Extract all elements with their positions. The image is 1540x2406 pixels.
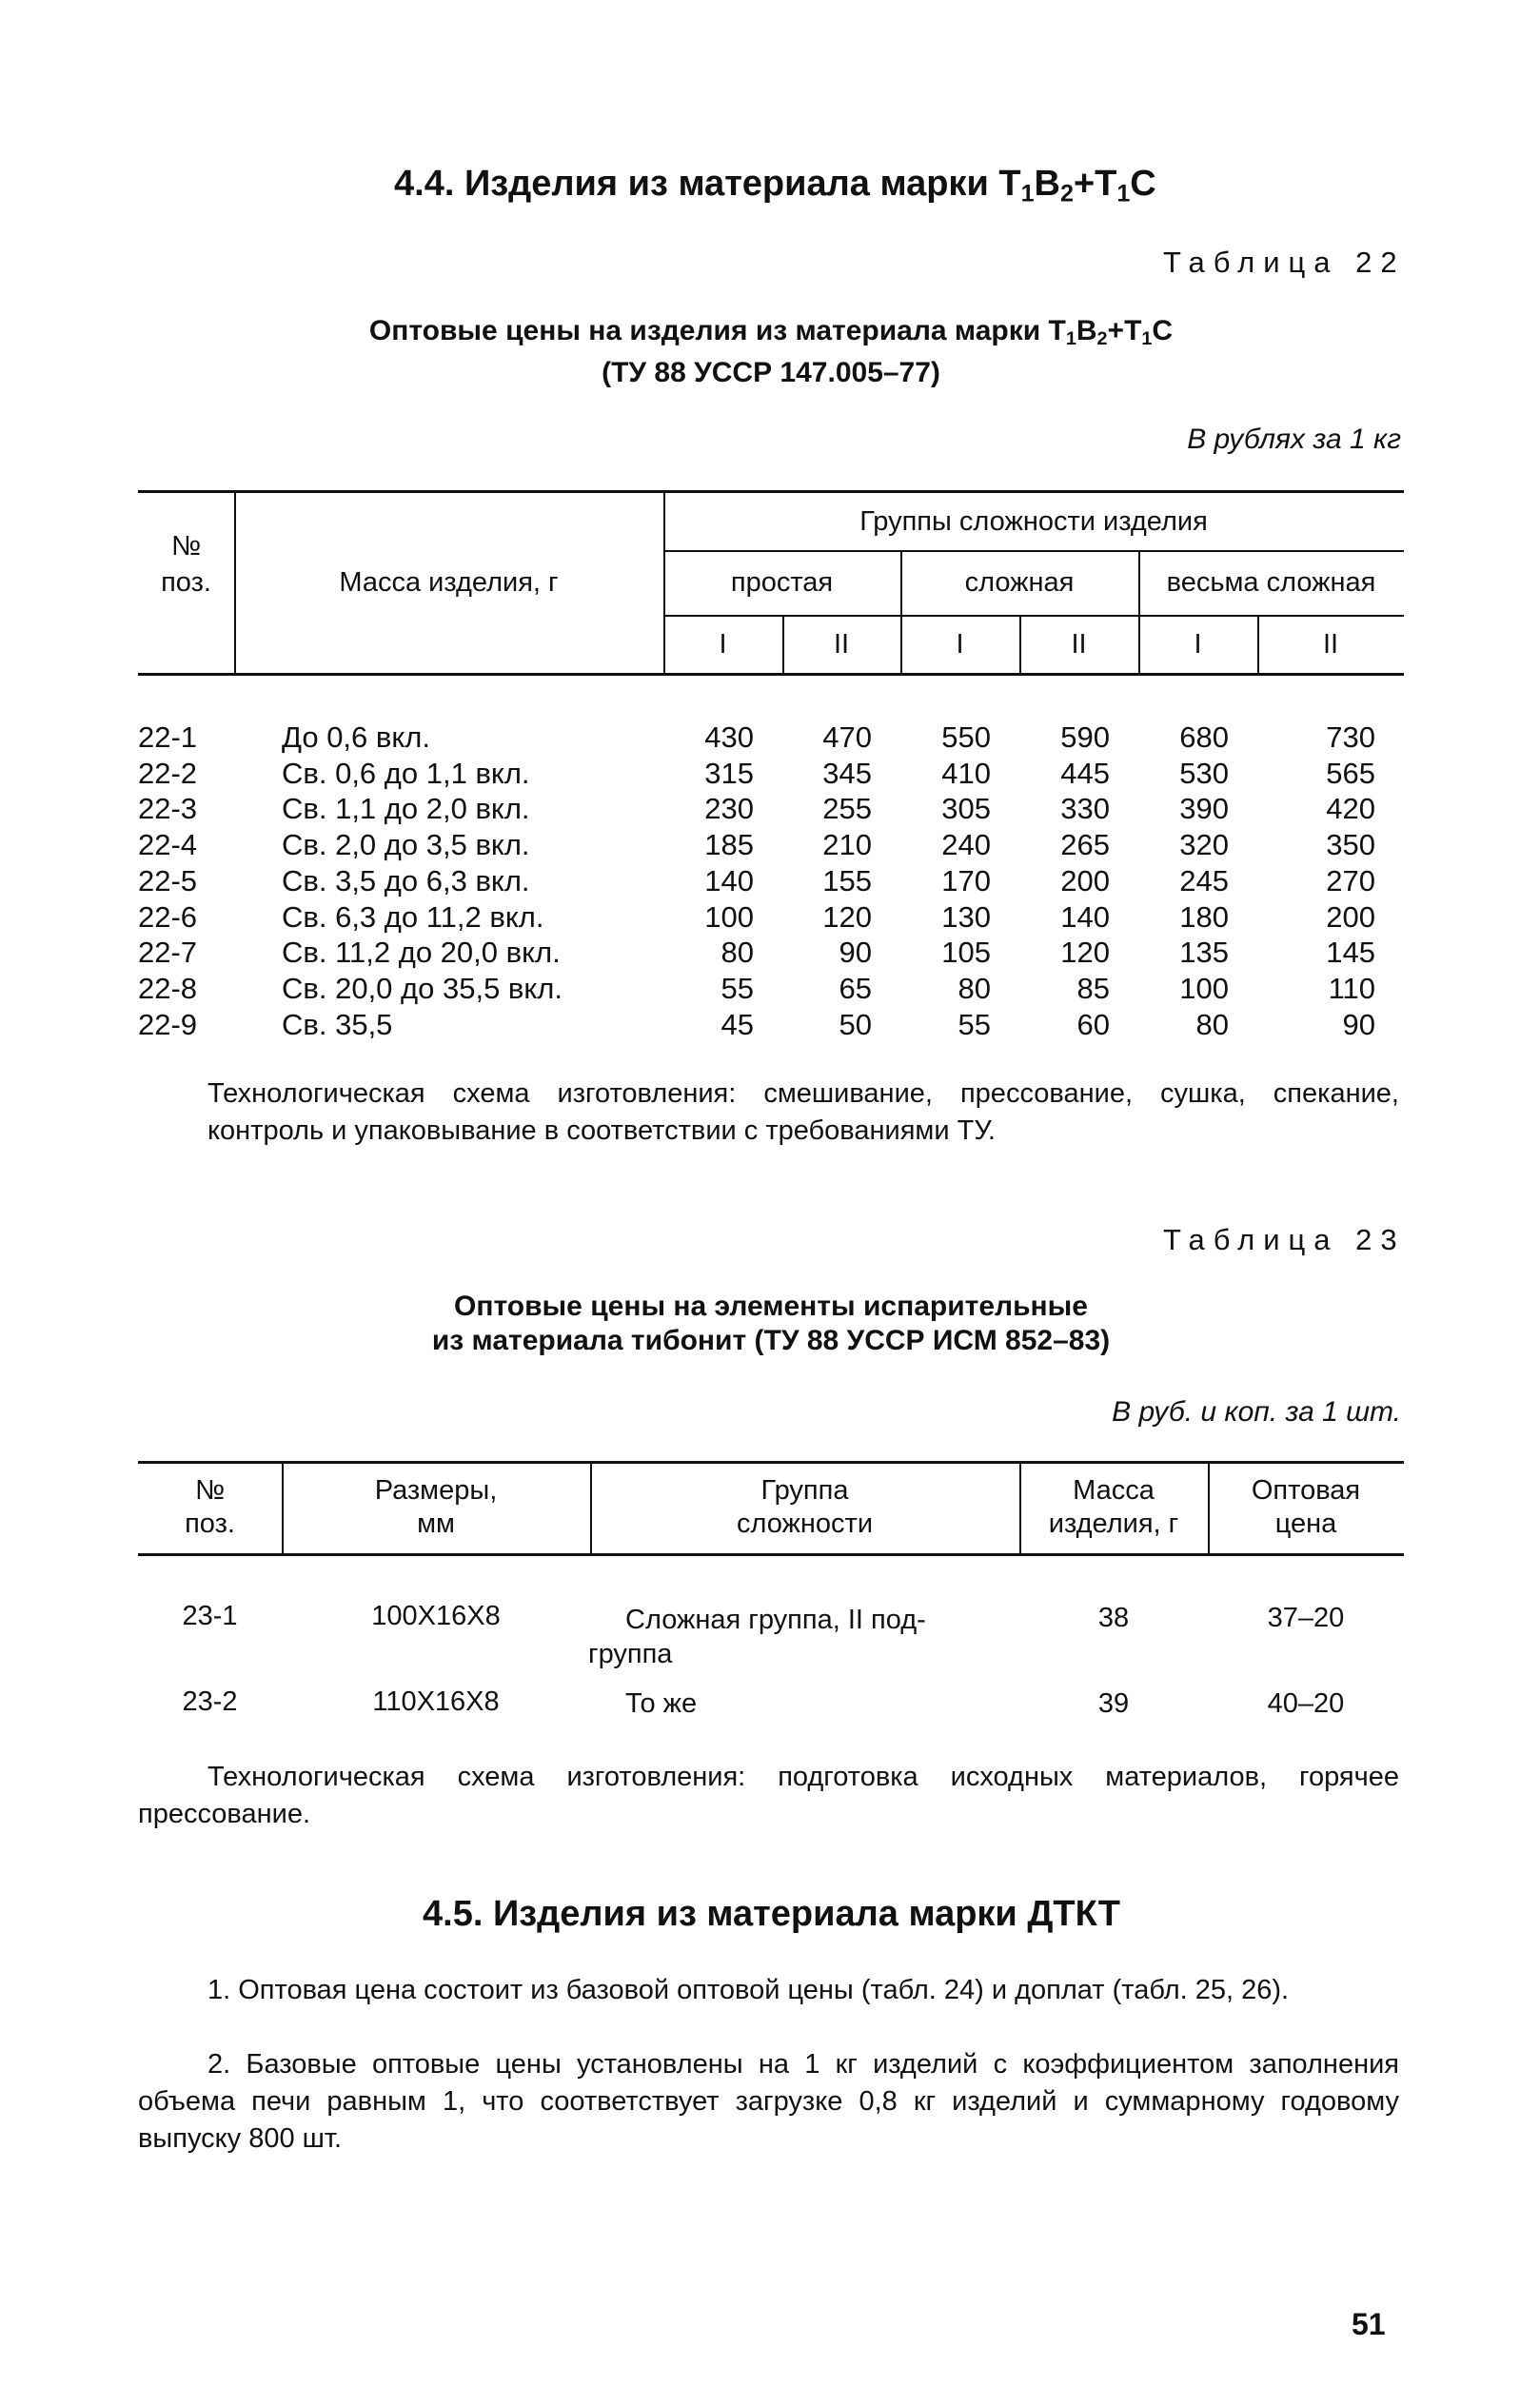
table-22-label: Таблица 22 <box>1163 246 1406 279</box>
row-price: 200 <box>1326 900 1375 934</box>
section-number: 4.4. <box>394 164 455 204</box>
row-price: 155 <box>822 864 872 897</box>
t23-header-size: Размеры, <box>374 1475 498 1506</box>
row-position: 22-5 <box>138 864 198 897</box>
subscript: 1 <box>1141 327 1153 349</box>
table-23-label: Таблица 23 <box>1163 1223 1406 1256</box>
row-price: 265 <box>1060 828 1110 861</box>
subscript: 1 <box>1065 327 1076 349</box>
row-price: 350 <box>1326 828 1375 861</box>
row-position: 22-3 <box>138 792 198 825</box>
row-price: 100 <box>1179 972 1229 1005</box>
t23-row2-pos: 23-2 <box>182 1686 238 1717</box>
table-22-group-rule <box>663 550 1404 552</box>
section-title-text: В <box>1034 164 1060 204</box>
t23-header-pos-poz: поз. <box>185 1509 235 1539</box>
row-price: 110 <box>1328 972 1375 1005</box>
row-price: 345 <box>822 757 872 790</box>
header-subgroup: I <box>719 629 727 660</box>
row-price: 140 <box>1060 900 1110 934</box>
row-price: 85 <box>1076 972 1110 1005</box>
row-mass: Св. 6,3 до 11,2 вкл. <box>282 900 544 934</box>
header-complexity-groups: Группы сложности изделия <box>859 506 1208 537</box>
row-price: 730 <box>1326 720 1375 754</box>
row-price: 65 <box>839 972 872 1005</box>
header-subgroup: I <box>956 629 964 660</box>
row-price: 565 <box>1326 757 1375 790</box>
table-23-top-rule <box>138 1461 1404 1464</box>
section-4-5-paragraph-1: 1. Оптовая цена состоит из базовой оптовой цены (табл. 24) и доплат (табл. 25, 26). <box>207 1975 1290 2005</box>
t23-row1-price: 37–20 <box>1267 1603 1345 1633</box>
row-price: 90 <box>839 936 872 969</box>
row-position: 22-1 <box>138 720 198 754</box>
header-pos-poz: поз. <box>161 567 211 598</box>
row-price: 255 <box>822 792 872 825</box>
row-mass: Св. 11,2 до 20,0 вкл. <box>282 936 561 969</box>
row-position: 22-7 <box>138 936 198 969</box>
header-mass: Масса изделия, г <box>339 567 559 598</box>
t23-row1-pos: 23-1 <box>182 1601 238 1631</box>
t23-row1-size: 100Х16Х8 <box>371 1601 501 1631</box>
table-22-title-line2: (ТУ 88 УССР 147.005–77) <box>602 356 940 388</box>
row-mass: Св. 0,6 до 1,1 вкл. <box>282 757 530 790</box>
header-subgroup: II <box>1322 629 1339 660</box>
subscript: 1 <box>1020 180 1035 207</box>
row-price: 200 <box>1060 864 1110 897</box>
t23-row1-mass: 38 <box>1097 1603 1130 1633</box>
row-price: 140 <box>704 864 754 897</box>
row-price: 245 <box>1179 864 1229 897</box>
title-text: В <box>1076 315 1097 346</box>
t23-header-pos-no: № <box>194 1475 226 1506</box>
row-mass: Св. 20,0 до 35,5 вкл. <box>282 972 563 1005</box>
title-text: С <box>1152 315 1174 346</box>
t23-row2-group: То же <box>625 1688 698 1719</box>
row-position: 22-2 <box>138 757 198 790</box>
row-price: 550 <box>941 720 991 754</box>
row-price: 45 <box>721 1008 754 1041</box>
row-price: 130 <box>941 900 991 934</box>
header-subgroup: I <box>1194 629 1202 660</box>
row-price: 330 <box>1060 792 1110 825</box>
row-price: 55 <box>958 1008 991 1041</box>
row-price: 185 <box>704 828 754 861</box>
row-price: 105 <box>941 936 991 969</box>
header-subgroup: II <box>1071 629 1087 660</box>
table-22-header-bottom-rule <box>138 673 1404 676</box>
row-price: 80 <box>958 972 991 1005</box>
section-title-text: +Т <box>1073 164 1117 204</box>
section-title-text: С <box>1130 164 1156 204</box>
row-price: 180 <box>1179 900 1229 934</box>
table-23-unit: В руб. и коп. за 1 шт. <box>1112 1396 1401 1428</box>
table-23-title-line2: из материала тибонит (ТУ 88 УССР ИСМ 852–83) <box>431 1325 1111 1356</box>
table-22-unit: В рублях за 1 кг <box>1187 424 1401 455</box>
t23-header-price-2: цена <box>1274 1509 1337 1539</box>
row-price: 55 <box>721 972 754 1005</box>
table-23-note: Технологическая схема изготовления: подготовка исходных материалов, горячее прессование. <box>138 1762 1399 1829</box>
row-price: 420 <box>1326 792 1375 825</box>
row-price: 270 <box>1326 864 1375 897</box>
table-22-note: Технологическая схема изготовления: смешивание, прессование, сушка, спекание, контроль и упаковывание в соответствии с требованиями ТУ. <box>207 1078 1399 1146</box>
t23-row1-group-2: группа <box>588 1639 673 1669</box>
t23-header-price: Оптовая <box>1251 1475 1361 1506</box>
subscript: 2 <box>1059 180 1074 207</box>
section-title-text: Изделия из материала марки Т <box>464 164 1021 204</box>
row-price: 50 <box>839 1008 872 1041</box>
row-price: 145 <box>1326 936 1375 969</box>
row-price: 470 <box>822 720 872 754</box>
header-complex: сложная <box>964 567 1075 598</box>
row-price: 530 <box>1179 757 1229 790</box>
row-position: 22-8 <box>138 972 198 1005</box>
row-price: 590 <box>1060 720 1110 754</box>
table-22-title <box>143 314 1399 390</box>
row-price: 135 <box>1179 936 1229 969</box>
subscript: 1 <box>1116 180 1131 207</box>
row-mass: Св. 1,1 до 2,0 вкл. <box>282 792 530 825</box>
section-4-5-paragraph-2: 2. Базовые оптовые цены установлены на 1 кг изделий с коэффициентом заполнения объема печи равным 1, что соответствует загрузке 0,8 кг изделий и суммарному годовому выпуску 800 шт. <box>138 2049 1399 2154</box>
title-text: Оптовые цены на изделия из материала марки Т <box>368 315 1066 346</box>
row-price: 120 <box>822 900 872 934</box>
table-22-title-line1 <box>143 314 1399 356</box>
row-price: 60 <box>1076 1008 1110 1041</box>
page-number: 51 <box>1352 2307 1386 2341</box>
table-22-subgroup-rule <box>663 615 1404 617</box>
t23-row2-size: 110Х16Х8 <box>372 1686 500 1717</box>
row-price: 240 <box>941 828 991 861</box>
t23-header-group-2: сложности <box>736 1509 874 1539</box>
title-text: +Т <box>1107 315 1142 346</box>
row-price: 90 <box>1342 1008 1375 1041</box>
t23-header-mass: Масса <box>1073 1475 1155 1506</box>
table-22-top-rule <box>138 490 1404 493</box>
header-simple: простая <box>730 567 834 598</box>
t23-row2-price: 40–20 <box>1267 1688 1345 1719</box>
row-mass: До 0,6 вкл. <box>282 720 430 754</box>
row-price: 430 <box>704 720 754 754</box>
row-price: 120 <box>1060 936 1110 969</box>
t23-row1-group: Сложная группа, II под- <box>625 1605 926 1635</box>
row-price: 230 <box>704 792 754 825</box>
row-price: 80 <box>1195 1008 1229 1041</box>
section-4-4-title <box>394 164 1156 207</box>
table-23-title-line1: Оптовые цены на элементы испарительные <box>454 1291 1088 1322</box>
row-price: 390 <box>1179 792 1229 825</box>
section-4-5-title: 4.5. Изделия из материала марки ДТКТ <box>423 1894 1120 1934</box>
row-mass: Св. 3,5 до 6,3 вкл. <box>282 864 530 897</box>
row-position: 22-4 <box>138 828 198 861</box>
row-price: 210 <box>822 828 872 861</box>
t23-header-mass-2: изделия, г <box>1048 1509 1179 1539</box>
row-price: 410 <box>941 757 991 790</box>
row-price: 100 <box>704 900 754 934</box>
t23-header-size-unit: мм <box>417 1509 455 1539</box>
row-price: 320 <box>1179 828 1229 861</box>
row-price: 305 <box>941 792 991 825</box>
row-mass: Св. 2,0 до 3,5 вкл. <box>282 828 530 861</box>
header-subgroup: II <box>833 629 850 660</box>
t23-header-group: Группа <box>760 1475 849 1506</box>
row-price: 170 <box>941 864 991 897</box>
row-position: 22-6 <box>138 900 198 934</box>
table-23-title <box>143 1290 1399 1358</box>
subscript: 2 <box>1096 327 1108 349</box>
row-price: 80 <box>721 936 754 969</box>
row-mass: Св. 35,5 <box>282 1008 393 1041</box>
table-23-header-bottom-rule <box>138 1553 1404 1556</box>
row-position: 22-9 <box>138 1008 198 1041</box>
header-pos-no: № <box>170 531 202 562</box>
row-price: 445 <box>1060 757 1110 790</box>
row-price: 315 <box>704 757 754 790</box>
t23-row2-mass: 39 <box>1097 1688 1130 1719</box>
header-very-complex: весьма сложная <box>1166 567 1376 598</box>
row-price: 680 <box>1179 720 1229 754</box>
